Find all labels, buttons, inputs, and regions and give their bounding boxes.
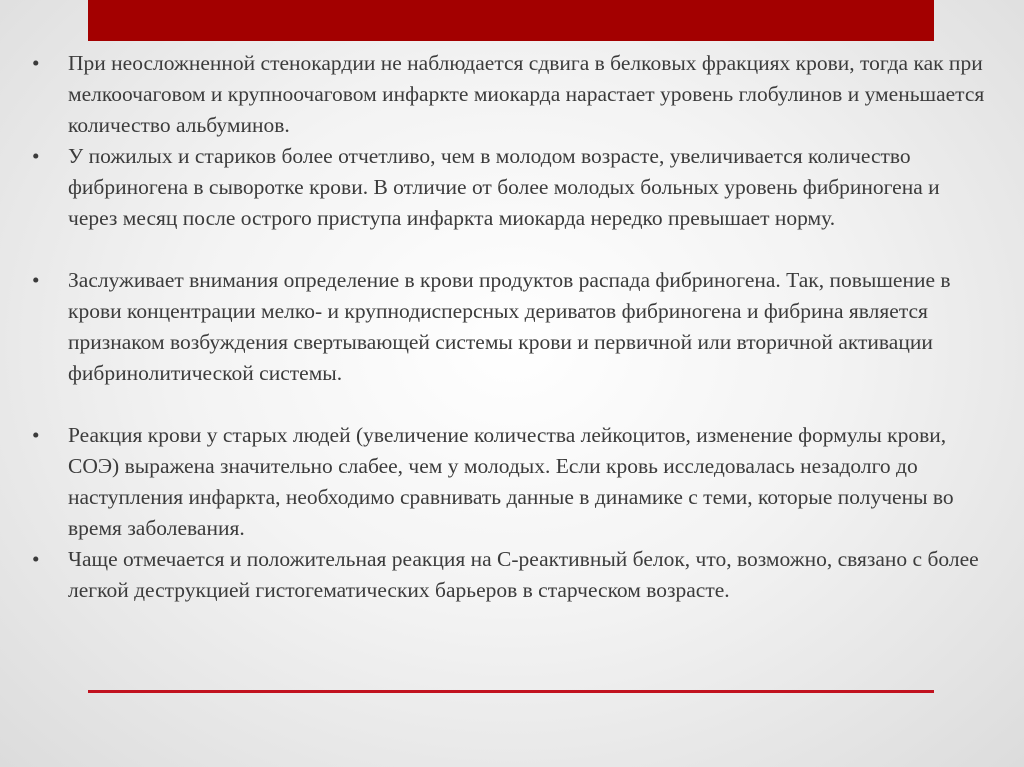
- slide-content: [30, 48, 990, 606]
- bullet-icon: •: [32, 423, 40, 447]
- bullet-text-4: Реакция крови у старых людей (увеличение количества лейкоцитов, изменение формулы крови, СОЭ) выражена значительно слабее, чем у молодых. Если кровь исследовалась незадолго до наступления инфаркта, необходимо сравнивать данные в динамике с теми, которые получены во время заболевания.: [68, 423, 954, 540]
- bullet-text-3: Заслуживает внимания определение в крови продуктов распада фибриногена. Так, повышение в крови концентрации мелко- и крупнодисперсных дериватов фибриногена и фибрина является признаком возбуждения свертывающей системы крови и первичной или вторичной активации фибринолитической системы.: [68, 268, 951, 385]
- bullet-icon: •: [32, 51, 40, 75]
- bullet-icon: •: [32, 144, 40, 168]
- bullet-item-3: [30, 265, 990, 389]
- bullet-list: [30, 48, 990, 606]
- bullet-item-2: [30, 141, 990, 234]
- top-accent-bar: [88, 0, 934, 41]
- bullet-text-1: При неосложненной стенокардии не наблюдается сдвига в белковых фракциях крови, тогда как при мелкоочаговом и крупноочаговом инфаркте миокарда нарастает уровень глобулинов и уменьшается количество альбуминов.: [68, 51, 985, 137]
- bullet-item-1: [30, 48, 990, 141]
- bullet-text-5: Чаще отмечается и положительная реакция на С-реактивный белок, что, возможно, связано с более легкой деструкцией гистогематических барьеров в старческом возрасте.: [68, 547, 979, 602]
- bullet-icon: •: [32, 268, 40, 292]
- bullet-icon: •: [32, 547, 40, 571]
- bullet-item-4: [30, 420, 990, 544]
- bottom-divider-line: [88, 690, 934, 693]
- bullet-text-2: У пожилых и стариков более отчетливо, чем в молодом возрасте, увеличивается количество фибриногена в сыворотке крови. В отличие от более молодых больных уровень фибриногена и через месяц после острого приступа инфаркта миокарда нередко превышает норму.: [68, 144, 940, 230]
- bullet-item-5: [30, 544, 990, 606]
